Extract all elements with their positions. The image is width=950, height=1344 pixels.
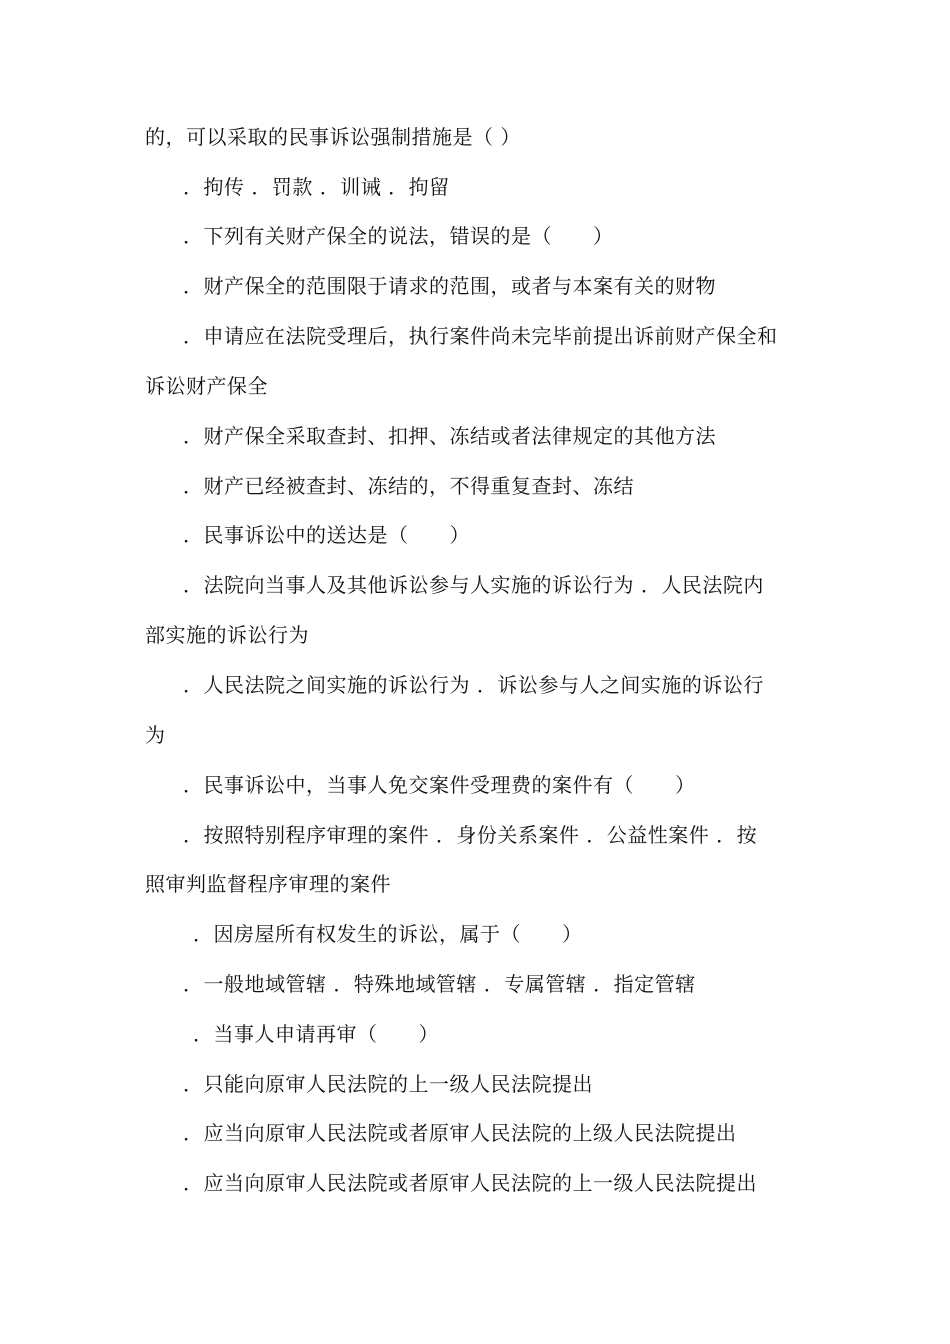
text-line: ．当事人申请再审（ ） (193, 1022, 439, 1046)
text-line: ．民事诉讼中的送达是（ ） (183, 523, 470, 547)
text-line: ．只能向原审人民法院的上一级人民法院提出 (183, 1072, 593, 1096)
text-line: ．法院向当事人及其他诉讼参与人实施的诉讼行为 ．人民法院内 (183, 573, 764, 597)
text-line: ．财产保全的范围限于请求的范围，或者与本案有关的财物 (183, 274, 716, 298)
text-line: ．申请应在法院受理后，执行案件尚未完毕前提出诉前财产保全和 (183, 324, 778, 348)
text-line: 照审判监督程序审理的案件 (145, 872, 391, 896)
text-line: 诉讼财产保全 (145, 374, 268, 398)
text-line: ．应当向原审人民法院或者原审人民法院的上一级人民法院提出 (183, 1171, 757, 1195)
text-line: ．人民法院之间实施的诉讼行为 ．诉讼参与人之间实施的诉讼行 (183, 673, 764, 697)
text-line: ．财产已经被查封、冻结的，不得重复查封、冻结 (183, 474, 634, 498)
text-line: ．财产保全采取查封、扣押、冻结或者法律规定的其他方法 (183, 424, 716, 448)
text-line: 为 (145, 723, 166, 747)
text-line: ．应当向原审人民法院或者原审人民法院的上级人民法院提出 (183, 1121, 737, 1145)
text-line: ．一般地域管辖 ．特殊地域管辖 ．专属管辖 ．指定管辖 (183, 972, 696, 996)
text-line: ．下列有关财产保全的说法，错误的是（ ） (183, 224, 614, 248)
text-line: ．按照特别程序审理的案件 ．身份关系案件 ．公益性案件 ．按 (183, 823, 758, 847)
text-line: ．因房屋所有权发生的诉讼，属于（ ） (193, 922, 583, 946)
text-line: ．民事诉讼中，当事人免交案件受理费的案件有（ ） (183, 773, 696, 797)
text-line: 部实施的诉讼行为 (145, 623, 309, 647)
text-line: ．拘传 ．罚款 ．训诫 ．拘留 (183, 175, 450, 199)
text-line: 的，可以采取的民事诉讼强制措施是（ ） (145, 125, 521, 149)
